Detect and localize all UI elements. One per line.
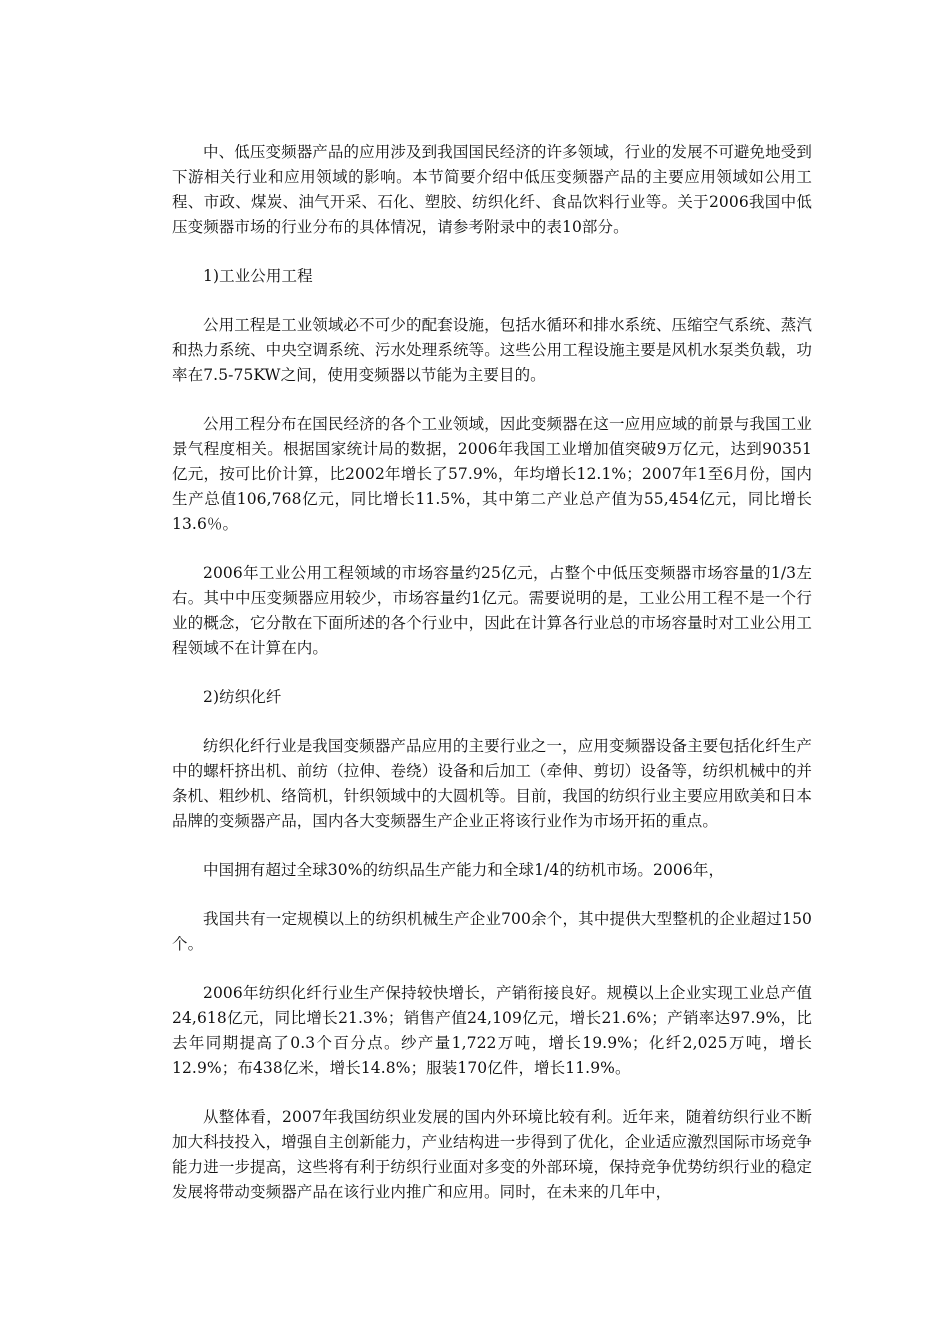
paragraph-textile-outlook: 从整体看，2007年我国纺织业发展的国内外环境比较有利。近年来，随着纺织行业不断加大科技投入，增强自主创新能力，产业结构进一步得到了优化，企业适应激烈国际市场竞争能力进一步提高，这些将有利于纺织行业面对多变的外部环境，保持竞争优势纺织行业的稳定发展将带动变频器产品在该行业内推广和应用。同时，在未来的几年中， <box>172 1108 812 1201</box>
paragraph-utilities-market: 2006年工业公用工程领域的市场容量约25亿元，占整个中低压变频器市场容量的1/3左右。其中中压变频器应用较少，市场容量约1亿元。需要说明的是，工业公用工程不是一个行业的概念，它分散在下面所述的各个行业中，因此在计算各行业总的市场容量时对工业公用工程领域不在计算在内。 <box>172 564 812 657</box>
paragraph-textile-capacity: 中国拥有超过全球30%的纺织品生产能力和全球1/4的纺机市场。2006年， <box>203 861 725 879</box>
paragraph-textile-production: 2006年纺织化纤行业生产保持较快增长，产销衔接良好。规模以上企业实现工业总产值24,618亿元，同比增长21.3%；销售产值24,109亿元，增长21.6%；产销率达97.9%，比去年同期提高了0.3个百分点。纱产量1,722万吨，增长19.9%；化纤2,025万吨，增长12.9%；布438亿米，增长14.8%；服装170亿件，增长11.9%。 <box>172 984 812 1077</box>
section-heading-textile: 2)纺织化纤 <box>203 688 282 706</box>
paragraph-intro: 中、低压变频器产品的应用涉及到我国国民经济的许多领域，行业的发展不可避免地受到下游相关行业和应用领域的影响。本节简要介绍中低压变频器产品的主要应用领域如公用工程、市政、煤炭、油气开采、石化、塑胶、纺织化纤、食品饮料行业等。关于2006我国中低压变频器市场的行业分布的具体情况，请参考附录中的表10部分。 <box>172 143 812 236</box>
document-body <box>172 140 812 1229</box>
paragraph-utilities-statistics: 公用工程分布在国民经济的各个工业领域，因此变频器在这一应用应域的前景与我国工业景气程度相关。根据国家统计局的数据，2006年我国工业增加值突破9万亿元，达到90351亿元，按可比价计算，比2002年增长了57.9%，年均增长12.1%；2007年1至6月份，国内生产总值106,768亿元，同比增长11.5%，其中第二产业总产值为55,454亿元，同比增长13.6％。 <box>172 415 812 533</box>
paragraph-textile-applications: 纺织化纤行业是我国变频器产品应用的主要行业之一，应用变频器设备主要包括化纤生产中的螺杆挤出机、前纺（拉伸、卷绕）设备和后加工（牵伸、剪切）设备等，纺织机械中的并条机、粗纱机、络筒机，针织领域中的大圆机等。目前，我国的纺织行业主要应用欧美和日本品牌的变频器产品，国内各大变频器生产企业正将该行业作为市场开拓的重点。 <box>172 737 812 830</box>
section-heading-industrial-utilities: 1)工业公用工程 <box>203 267 313 285</box>
paragraph-textile-enterprises: 我国共有一定规模以上的纺织机械生产企业700余个，其中提供大型整机的企业超过150个。 <box>172 910 812 953</box>
paragraph-utilities-definition: 公用工程是工业领域必不可少的配套设施，包括水循环和排水系统、压缩空气系统、蒸汽和热力系统、中央空调系统、污水处理系统等。这些公用工程设施主要是风机水泵类负载，功率在7.5-75KW之间，使用变频器以节能为主要目的。 <box>172 316 812 384</box>
